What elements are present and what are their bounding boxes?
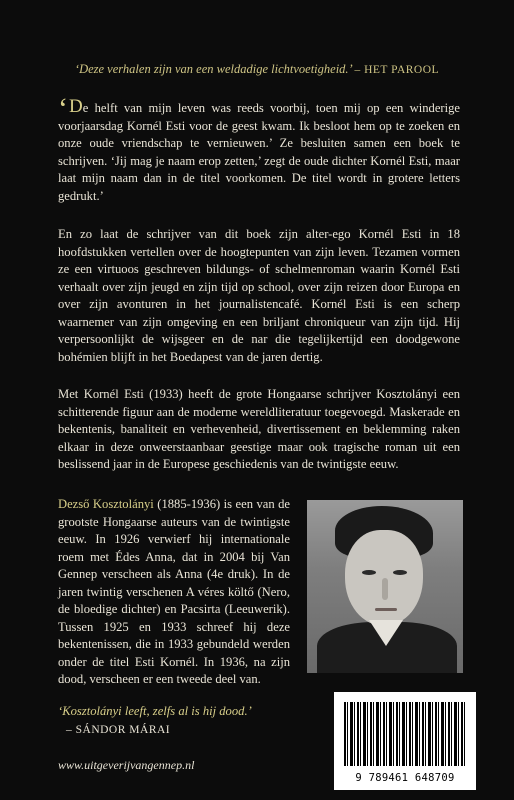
summary-paragraph: En zo laat de schrijver van dit boek zijn alter-ego Kornél Esti in 18 hoofdstukken vertellen over de hoogtepunten van zijn leven. Tezamen vormen ze een virtuoos geschreven bildungs- of schelmenroman waarin Kornél Esti verhaalt over zijn jeugd en zijn tijd op school, over zijn reizen door Europa en over zijn avonturen in het journalistencafé. Kornél Esti is een scherp waarnemer van zijn omgeving en een briljant chroniqueur van zijn tijd. Hij verpersoonlijkt de wijsgeer en de nar die tegelijkertijd een doodgewone bohémien blijft in het Boedapest van de jaren dertig. (58, 227, 460, 364)
publisher-website[interactable]: www.uitgeverijvangennep.nl (58, 758, 195, 772)
barcode-number: 9 789461 648709 (355, 772, 455, 784)
context-paragraph: Met Kornél Esti (1933) heeft de grote Hongaarse schrijver Kosztolányi een schitterende figuur aan de moderne wereldliteratuur toegevoegd. Maskerade en bekentenis, banaliteit en verhevenheid, divertissement en beklemming raken elkaar in deze onweerstaanbaar geestige maar ook tragische roman uit een beslissend jaar in de Europese geschiedenis van de twintigste eeuw. (58, 387, 460, 471)
top-quote-source: – HET PAROOL (354, 64, 440, 76)
bottom-quote-text: ‘Kosztolányi leeft, zelfs al is hij dood.’ (58, 704, 252, 718)
initial-letter: D (69, 96, 83, 117)
portrait-eye-left (362, 570, 376, 575)
portrait-nose (382, 578, 388, 600)
bottom-quote-source: – SÁNDOR MÁRAI (66, 723, 171, 736)
author-bio-text: (1885-1936) is een van de grootste Hongaarse auteurs van de twintigste eeuw. In 1926 verwierf hij internationale roem met Édes Anna, dat in 2004 bij Van Gennep verscheen als Anna (4e druk). In de jaren twintig verschenen A véres költő (Nero, de bloedige dichter) en Pacsirta (Leeuwerik). Tussen 1925 en 1933 schreef hij deze bekentenissen, die in 1933 gebundeld werden onder de titel Esti Kornél. In 1936, na zijn dood, verscheen er een tweede deel van. (58, 497, 290, 686)
top-quote-text: ‘Deze verhalen zijn van een weldadige lichtvoetigheid.’ (74, 62, 352, 76)
top-quote (0, 62, 514, 77)
isbn-barcode (334, 692, 476, 790)
intro-paragraph (58, 92, 460, 205)
barcode-bars (344, 702, 466, 766)
portrait-mouth (375, 608, 397, 611)
portrait-eye-right (393, 570, 407, 575)
intro-paragraph-text: e helft van mijn leven was reeds voorbij, toen mij op een winderige voorjaarsdag Kornél Esti voor de geest kwam. Ik besloot hem op te zoeken en onze oude vriendschap te vernieuwen.’ Ze besluiten samen een boek te schrijven. ‘Jij mag je naam erop zetten,’ zegt de oude dichter Kornél Esti, maar laat mijn naam dan in de titel voorkomen. De titel wordt in grotere letters gedrukt.’ (58, 101, 460, 203)
opening-quote-mark: ‘ (58, 92, 68, 125)
bottom-quote (58, 703, 308, 739)
author-bio (58, 496, 290, 689)
author-name: Dezső Kosztolányi (58, 497, 154, 511)
author-portrait (307, 500, 463, 673)
